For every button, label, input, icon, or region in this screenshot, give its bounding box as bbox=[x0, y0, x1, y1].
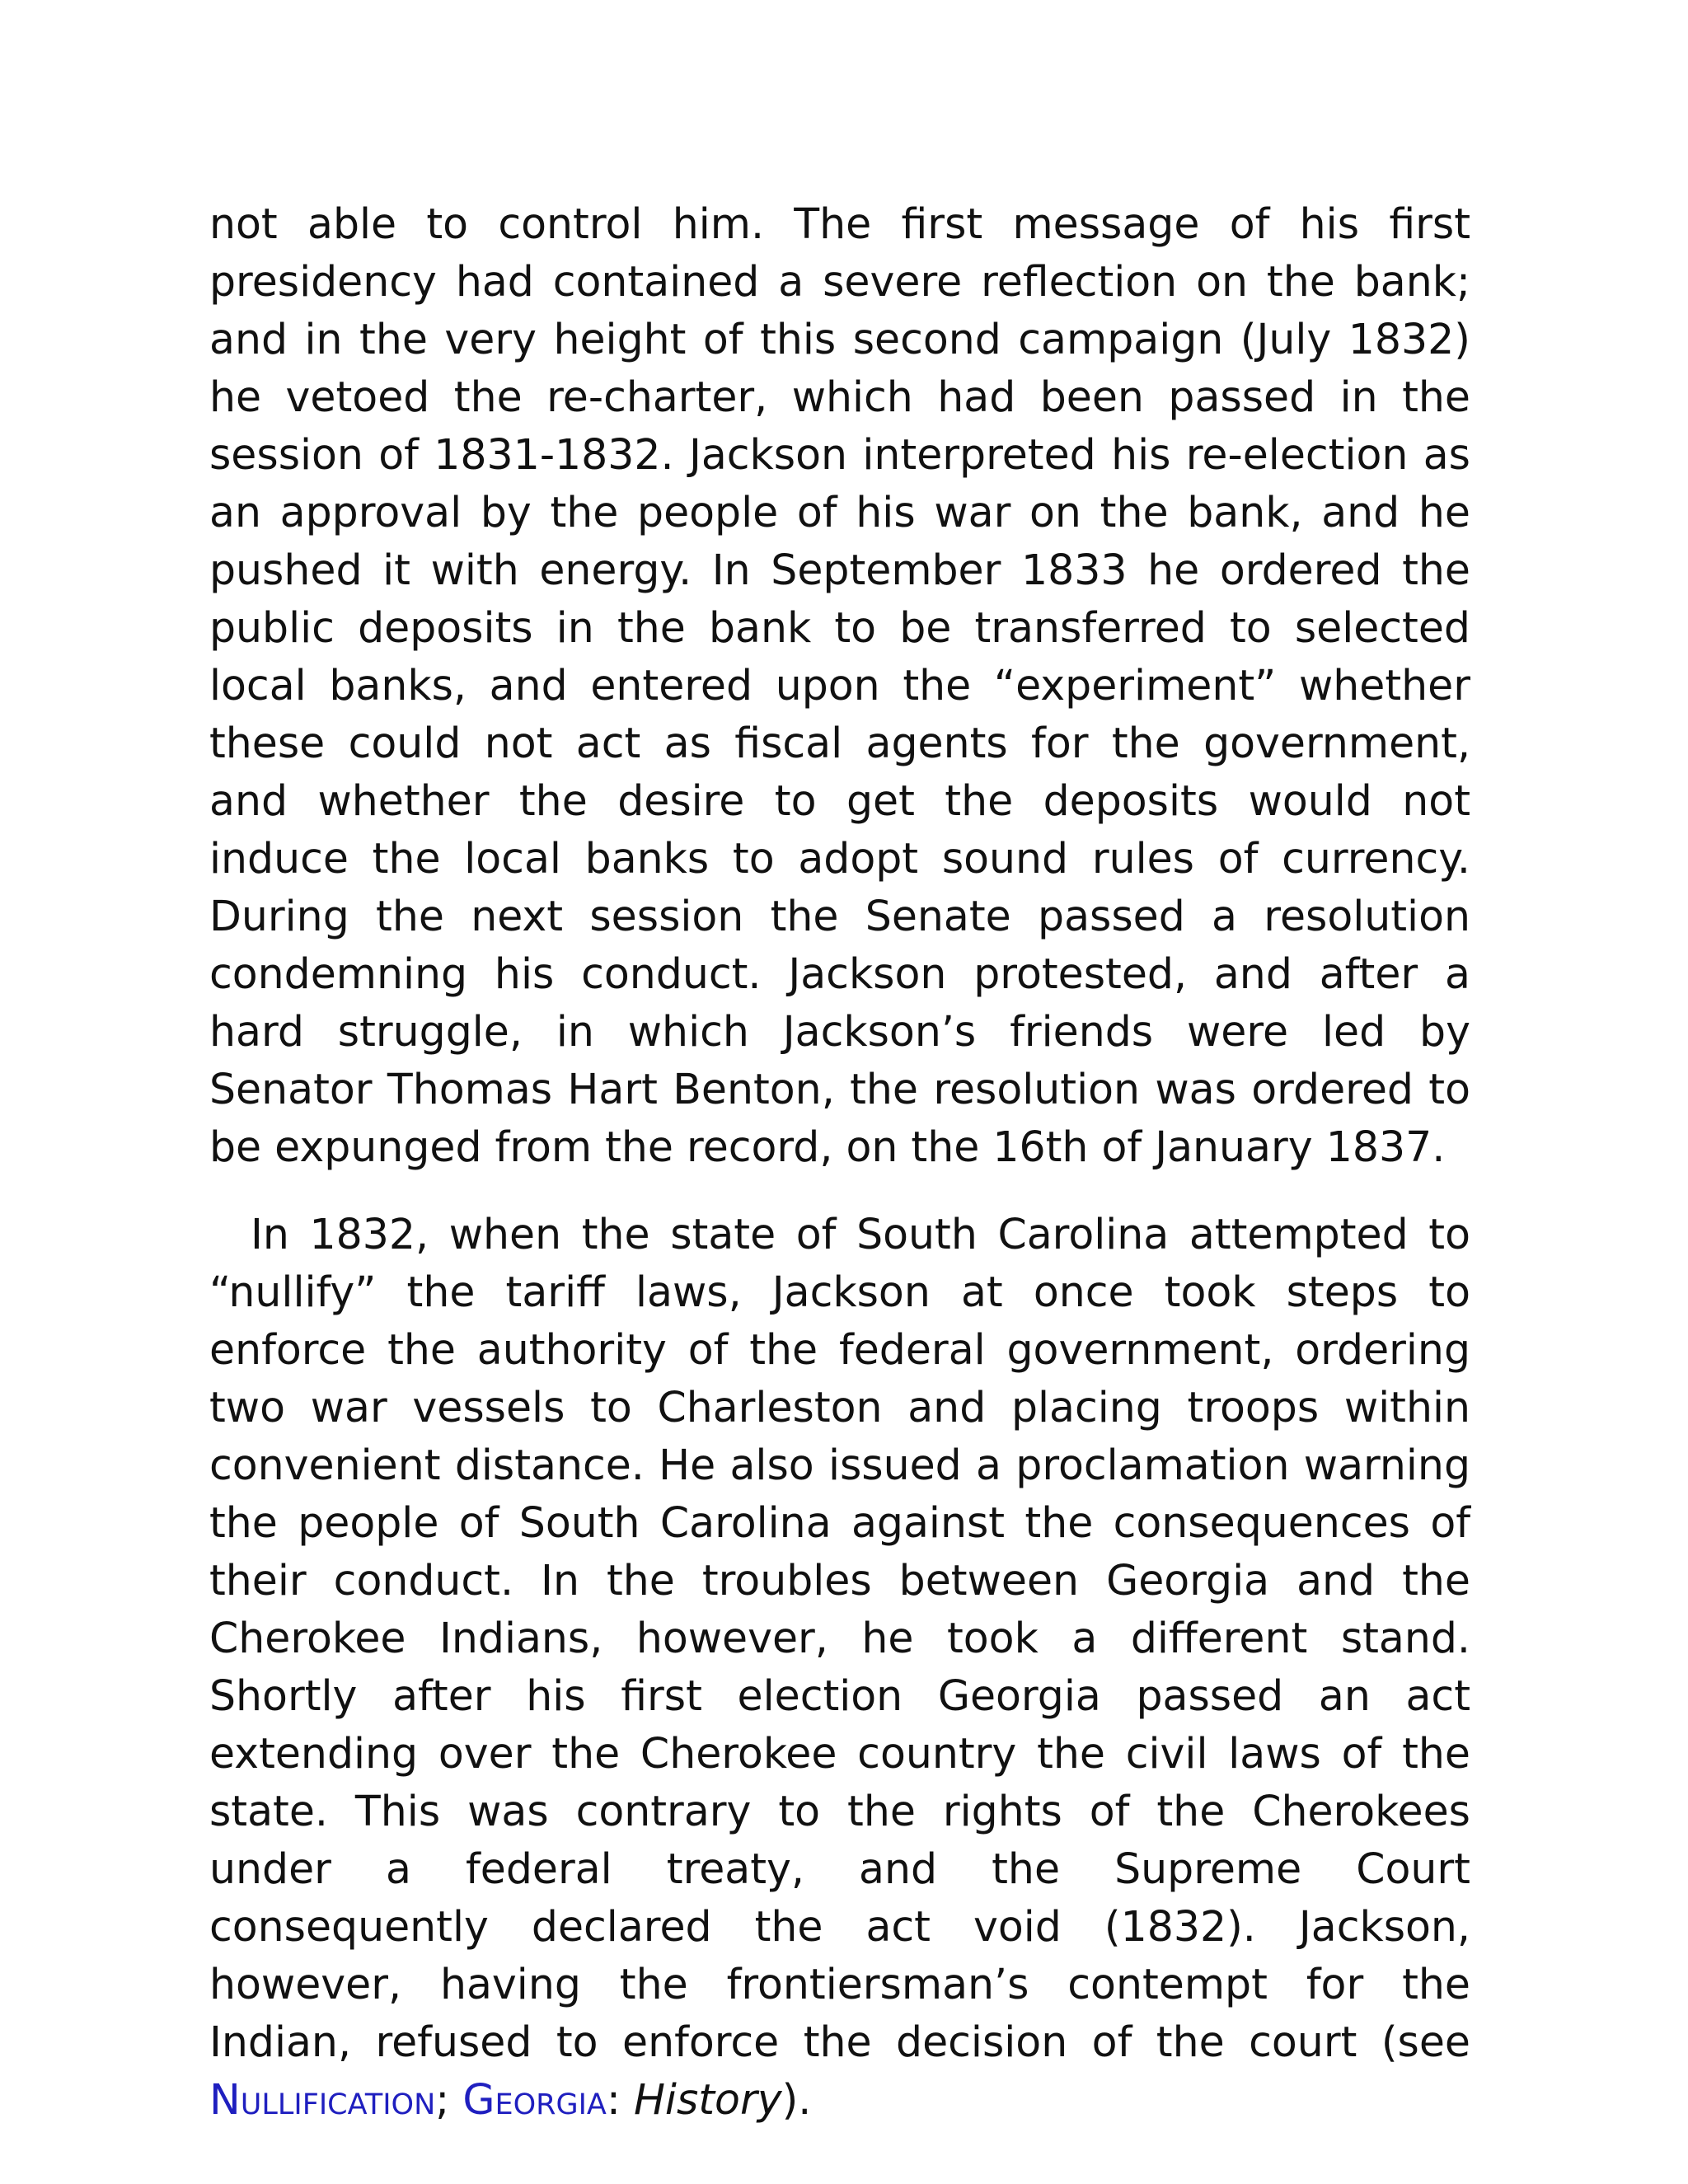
separator: ; bbox=[435, 2075, 463, 2124]
link-nullification[interactable]: Nullification bbox=[209, 2075, 436, 2124]
link-georgia[interactable]: Georgia bbox=[462, 2075, 607, 2124]
paragraph-text: In 1832, when the state of South Carolina attempted to “nullify” the tariff laws, Jackson at once took steps to enforce the authority of the federal government, ordering two war vessels to Charleston and placing troops within convenient distance. He also issued a proclamation warning the people of South Carolina against the consequences of their conduct. In the troubles between Georgia and the Cherokee Indians, however, he took a different stand. Shortly after his first election Georgia passed an act extending over the Cherokee country the civil laws of the state. This was contrary to the rights of the Cherokees under a federal treaty, and the Supreme Court consequently declared the act void (1832). Jackson, however, having the frontiersman’s contempt for the Indian, refused to enforce the decision of the court (see bbox=[209, 1210, 1470, 2066]
document-body bbox=[209, 195, 1470, 2129]
paragraph-text: not able to control him. The first message of his first presidency had contained a severe reflection on the bank; and in the very height of this second campaign (July 1832) he vetoed the re-charter, which had been passed in the session of 1831-1832. Jackson interpreted his re-election as an approval by the people of his war on the bank, and he pushed it with energy. In September 1833 he ordered the public deposits in the bank to be transferred to selected local banks, and entered upon the “experiment” whether these could not act as fiscal agents for the government, and whether the desire to get the deposits would not induce the local banks to adopt sound rules of currency. During the next session the Senate passed a resolution condemning his conduct. Jackson protested, and after a hard struggle, in which Jackson’s friends were led by Senator Thomas Hart Benton, the resolution was ordered to be expunged from the record, on the 16th of January 1837. bbox=[209, 199, 1470, 1171]
separator: : bbox=[606, 2075, 634, 2124]
paragraph-nullification bbox=[209, 1206, 1470, 2129]
paragraph-bank-veto bbox=[209, 195, 1470, 1176]
italic-history: History bbox=[633, 2075, 782, 2124]
closing-text: ). bbox=[781, 2075, 812, 2124]
